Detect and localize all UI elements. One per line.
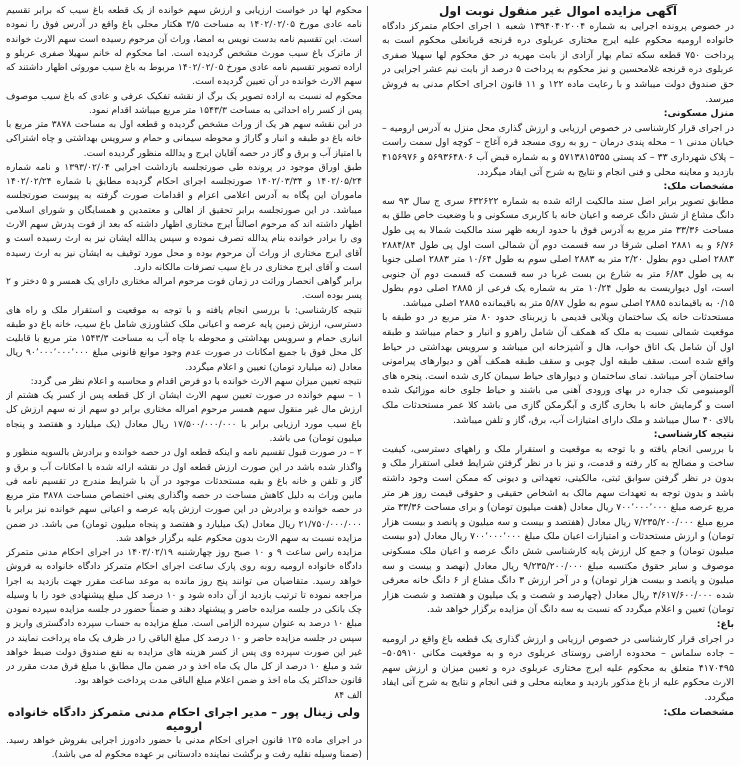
paragraph: در این نقشه سهم هر یک از وراث مشخص گردیده و قطعه اول به مساحت ۳۸۷۸ متر مربع با خانه باغ دو طبقه و انبار و گاراژ و محوطه سیمانی و حمام و سرویس بهداشتی و چاه اشتراکی با امتیاز آب و برق و گاز در حصه آقایان ایرج و یدالله منظور گردیده است. (6, 119, 362, 159)
paragraph: مستحدثات خانه یک ساختمان ویلایی قدیمی با زیربنای حدود ۸۰ متر مربع در دو طبقه با موقعیت شمالی نسبت به ملک که همکف آن شامل راهرو و انبار و حمام میباشد و طبقه اول آن شامل یک اتاق خواب، هال و آشپزخانه این میباشد و سرویس بهداشتی در حیاط واقع شده است. سقف طبقه اول چوبی و سقف طبقه همکف آهن و دیوارهای پیرامونی ساختمان آجر میباشد. نمای ساختمان و دیوارهای حیاط سیمان کاری شده است. پنجره های آلومینیومی تک جداره در بهای ورودی آهنی می باشند و حیاط جلوی خانه موزائیک شده است و گرمایش خانه با بخاری گازی و آبگرمکن گازی می باشد کلا عمر مستحدثات ملک بالای ۴۰ سال میباشد و ملک دارای امتیازات آب، برق، گاز و تلفن میباشد. (382, 312, 734, 426)
notice-title: آگهی مزایده اموال غیر منقول نوبت اول (438, 4, 678, 18)
paragraph: مزایده راس ساعت ۹ و ۱۰ صبح روز چهارشنبه ۱۴۰۳/۰۲/۱۹ در اجرای احکام مدنی متمرکز دادگاه خانواده ارومیه روبه روی پارک ساعت اجرای احکام متمرکز دادگاه خانواده به فروش خواهد رسید. متقاضیان می توانند پنج روز مانده به موعد ساعت مقرر جهت بازدید به اجرا مراجعه نموده تا ترتیب بازدید از آن داده شود و ۱۰ درصد کل مبلغ پیشنهادی خود را با وسیله چک بانکی در جلسه مزایده حاضر و پیشنهاد دهند و ضمناً حضور در جلسه مزایده سپرده نمودن مبلغ ۱۰ درصد به عنوان سپرده الزامی است. مبلغ مزایده به حساب سپرده دادگستری واریز و سپس در جلسه مزایده حاضر و ۱۰ درصد کل مبلغ الباقی را در ظرف یک ماه پرداخت نمایند در غیر این صورت سپرده وی پس از کسر هزینه های مزایده به نفع صندوق دولت ضبط خواهد شد و مبلغ ۱۰ درصد از کل مال یک ماه اخذ و در ضمن مال مطابق با مبلغ فرق مدت مقرر در قانون حداکثر یک ماه اخذ و ضمن اعلام مبلغ الباقی مدت پرداخت خواهد بود. (6, 547, 362, 687)
section-heading: نتیجه کارشناسی: (653, 429, 734, 441)
paragraph: ۱ – سهم خوانده در صورت تعیین سهم الارث ایشان از کل قطعه پس از کسر یک هشتم از ارزش مال غیر منقول سهم همسر مرحوم امراله مختاری برابر دو سهم از نه سهم ارزش کل باغ سیب مورد ارزیابی برابر با ۱۷/۵۰۰/۰۰۰/۰۰۰ ریال معادل (یک میلیارد و هفتصد و پنجاه میلیون تومان) می باشد. (6, 390, 362, 444)
paragraph: ۲ – در صورت قبول تقسیم نامه و اینکه قطعه اول در حصه خوانده و برادرش بالسویه منظور و واگذار شده باشد در این صورت ارزش قطعه اول در نقشه ارائه شده با امکانات آب و برق و گاز و تلفن و خانه باغ و بقیه مستحدثات موجود در آن با شرایط مندرج در تقسیم نامه فی مابین وراث به دلیل کاهش مساحت در حصه واگذاری یعنی اختصاص مساحت ۳۸۷۸ متر مربع در حصه خوانده و برادرش در این صورت ارزش پایه عرصه و اعیانی سهم خوانده نیز برابر با ۲۱/۷۵۰/۰۰۰/۰۰۰ ریال معادل (یک میلیارد و هفتصد و پنجاه میلیون تومان) می باشد. در ضمن مزایده نسبت به سهم الارث بدون محکوم علیه برگزار خواهد شد. (6, 447, 362, 544)
paragraph: نتیجه تعیین میزان سهم الارث خوانده با دو فرض اقدام و محاسبه و اعلام نظر می گردد: (30, 375, 362, 387)
paragraph: نتیجه کارشناسی: با بررسی انجام یافته و با توجه به موقعیت و استقرار ملک و راه های دسترسی، ارزش زمین پایه عرصه و اعیانی ملک کشاورزی شامل باغ سیب، خانه باغ دو طبقه انباری حمام و سرویس بهداشتی و محوطه با چاه آب به مساحت ۱۵۴۳/۳ متر مربع با قابلیت کل محل فوق با جمیع امکانات در صورت عدم وجود موانع قانونی مبلغ ۹۰٬۰۰۰٬۰۰۰٬۰۰۰ ریال معادل (نه میلیارد تومان) تعیین و اعلام میگردد. (6, 304, 362, 373)
left-column (6, 4, 362, 762)
section-heading: منزل مسکونی: (663, 108, 734, 120)
paragraph: محکوم له نسبت به اراده تصویر یک برگ از نقشه تفکیک عرفی و عادی که باغ سیب موصوف پس از کسر راه احداثی به مساحت ۱۵۴۳/۳ متر مربع میباشد اقدام نمود. (6, 90, 362, 116)
paragraph: مطابق تصویر برابر اصل سند مالکیت ارائه شده به شماره ۶۳۲۶۲۲ سری ج سال ۹۳ سه دانگ مشاع از شش دانگ عرصه و اعیان خانه با کاربری مسکونی و با وضعیت خاص طلق به مساحت ۳۳/۳۶ متر مربع به آدرس فوق با حدود اربعه ظهر سند مالکیت شمالا به پی طول ۶/۷۶ و به ۲۸۸۱ اصلی شرقا در سه قسمت دوم آن شمالی است اول پی طول ۲۸۸۴/۸۴ ۲۸۸۳ اصلی دوم بطول ۲/۲۰ متر به ۲۸۸۳ اصلی سوم به طول ۱۰/۶۴ متر ۲۸۸۳ اصلی جنوبا به پی طول ۶/۸۳ متر به شارع بن بست غربا در سه قسمت که قسمت دوم آن جنوبی است، اول دیواریست به طول ۱۰/۲۴ متر به شماره یک فرعی از ۲۸۸۵ اصلی دوم بطول ۰/۱۵ به باقیمانده ۲۸۸۵ اصلی سوم به طول ۵/۸۷ متر به باقیمانده ۲۸۸۵ اصلی میباشد. (382, 195, 734, 309)
closing-paragraph: در اجرای ماده ۱۲۵ قانون اجرای احکام مدنی با حضور دادورز اجرایی بفروش خواهد رسید. (ضمنا وسیله نقلیه رفت و برگشت نماینده دادستانی بر عهده محکوم له می باشد). (6, 734, 362, 760)
paragraph: طبق اوراق موجود در پرونده طی صورتجلسه بازداشت اجرایی ۱۳۹۳/۰۲/۰۴ و نامه شماره ۱۴۰۲/۰۵/۲۴ و ۱۴۰۲/۰۳/۳۴ صورتجلسه اجرای احکام گردیده مطابق با شماره ۱۴۰۲/۰۲/۲۴ ماموران این پگاه به آدرس اعلامی اعزام و اقدامات صورت گرفته به پیوست صورتجلسه میباشد. در این صورتجلسه برابر تحقیق از اهالی و معتمدین و همسایگان و شورای اسلامی اظهار داشته اند که مرحوم اصالتاً ایرج مختاری اظهار داشته که بعد از فوت پدرش سهم الارث وی را برادر خوانده بنام یدالله تصرف نموده و سپس یدالله ایشان نیز به ارث رسیده است و آقای ایرج مختاری از وراث آن مرحوم بوده و محل مورد توقیف به ایشان نیز به ارث رسیده است و آقای ایرج مختاری در باغ سیب تصرفات مالکانه دارد. (6, 161, 362, 273)
paragraph: الف ۸۴ (334, 689, 362, 701)
section-heading: باغ: (716, 618, 734, 630)
paragraph: محکوم لها در خواست ارزیابی و ارزش سهم خوانده از یک قطعه باغ سیب که برابر تقسیم نامه عادی مورخ ۱۴۰۲/۰۲/۰۵ به مساحت ۳/۵ هکتار محلی باغ واقع در آدرس فوق را نموده است. این تقسیم نامه بدست نویس به امضا، وراث آن مرحوم رسیده است سهم الارث خوانده از ماترک باغ سیب مورث مشخص گردیده است. اما محکوم له خانم سهیلا صفری عربلو و اراده تصویر تقسیم نامه عادی مورخ ۱۴۰۲/۰۲/۰۵ مربوط به باغ سیب موروثی اظهار داشتند که سهم الارث خوانده در آن تعیین گردیده است. (6, 5, 362, 88)
paragraph: در خصوص پرونده اجرایی به شماره ۱۳۹۴۰۴۰۲۰۰۴ شعبه ۱ اجرای احکام متمرکز دادگاه خانواده ارومیه محکوم علیه ایرج مختاری عربلوی دره قرنجه قربانعلی محکوم است به پرداخت ۷۵۰ قطعه سکه تمام بهار آزادی از بابت مهریه در حق محکوم لها سهیلا صفری عربلوی دره قرنجه غلامحسین و نیز محکوم به پرداخت ۵ درصد از بابت نیم عشر اجرایی در حق صندوق دولت میباشد و با رعایت ماده ۱۲۲ و ۱۱ قانون اجرای احکام مدنی به فروش میرسد. (382, 20, 734, 105)
paragraph: در اجرای قرار کارشناسی در خصوص ارزیابی و ارزش گذاری محل منزل به آدرس ارومیه – خیابان مدنی ۱ – محله پندی درمان – رو به روی مسجد قره آغاج – کوچه اول سمت راست – پلاک شهرداری ۳۳ – کد پستی ۵۷۱۳۸۱۵۳۵۵ و به شماره قبض آب ۵۶۹۳۶۴۸۰۶ و ۴۱۵۶۹۷۶ بازدید و معاینه محلی و فنی انجام و نتایج به شرح آتی ایفاد میگردد. (382, 122, 734, 178)
signature-line: ولی زینال پور – مدیر اجرای احکام مدنی متمرکز دادگاه خانواده ارومیه (7, 705, 361, 734)
paragraph: در اجرای قرار کارشناسی در خصوص ارزیابی و ارزش گذاری یک قطعه باغ واقع در ارومیه – جاده سلماس – محدوده اراضی روستای عربلوی دره و به موقعیت مکانی ۵۰۵۹۱۰–۴۱۷۰۴۹۵ متعلق به محکوم علیه ایرج مختاری عربلوی دره و تعیین میزان و ارزش سهم الارث محکوم علیه از باغ مذکور بازدید و معاینه محلی و فنی انجام و نتایج به شرح آتی ایفاد میگردد. (382, 633, 734, 703)
section-heading: مشخصات ملک: (663, 181, 734, 193)
left-column-body (6, 4, 362, 703)
section-heading: مشخصات ملک: (663, 706, 734, 718)
paragraph: با بررسی انجام یافته و با توجه به موقعیت و استقرار ملک و راههای دسترسی، کیفیت ساخت و مصالح به کار رفته و قدمت، و نیز با در نظر گرفتن شرایط فعلی استقرار ملک و بدون در نظر گرفتن سوابق ثبتی، مالکیتی، تعهداتی و دیونی که ممکن است وجود داشته باشد و بدون توجه به تعهدات سهم مالک به اشخاص حقیقی و حقوقی قیمت روز هر متر مربع عرصه مبلغ ۷۰۰٬۰۰۰٬۰۰۰ ریال معادل (هفت میلیون تومان) و برای مساحت ۳۳/۳۶ متر مربع مبلغ ۷/۲۳۵/۲۰۰/۰۰۰ ریال معادل (هفتصد و بیست و سه میلیون و پانصد و بیست هزار تومان) و ارزش مستحدثات و امتیازات اعیان ملک مبلغ ۷۰۰٬۰۰۰٬۰۰۰ ریال معادل (دو بیست میلیون تومان) و جمع کل ارزش پایه کارشناسی شش دانگ عرصه و اعیان ملک مسکونی موصوف و سایر حقوق مکتسبه مبلغ ۹/۲۳۵/۲۰۰/۰۰۰ ریال معادل (نهصد و بیست و سه میلیون و پانصد و بیست هزار تومان) و در آخر ارزش ۳ دانگ مشاع از ۶ دانگ خانه معرفی شده ۴/۶۱۷/۶۰۰/۰۰۰ ریال معادل (چهارصد و شصت و یک میلیون و هفتصد و شصت هزار تومان) تعیین و اعلام میگردد که نسبت به سه دانگ آن مزایده برگزار خواهد شد. (382, 443, 734, 616)
right-column (382, 4, 734, 762)
paragraph: برابر گواهی انحصار وراثت در زمان فوت مرحوم امراله مختاری دارای یک همسر و ۵ دختر و ۲ پسر بوده است. (6, 276, 362, 302)
column-divider (367, 6, 368, 760)
